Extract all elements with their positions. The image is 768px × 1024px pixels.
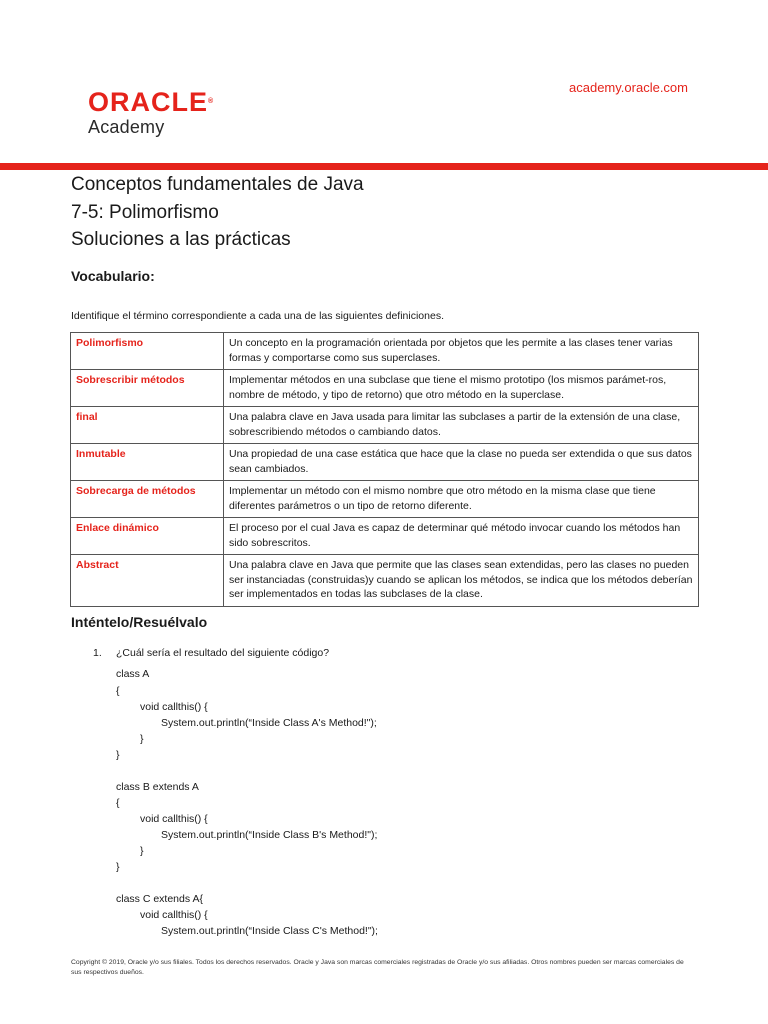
- vocab-term: Sobrescribir métodos: [71, 370, 224, 407]
- copyright-footer: Copyright © 2019, Oracle y/o sus filiales. Todos los derechos reservados. Oracle y Java son marcas comerciales registradas de Oracle y/o sus afiliadas. Otros nombres pueden ser marcas comerciales de sus respectivos dueños.: [71, 959, 684, 976]
- vocab-definition: Implementar un método con el mismo nombre que otro método en la misma clase que tiene diferentes parámetros o un tipo de retorno diferente.: [224, 481, 699, 518]
- code-line: void callthis() {: [140, 701, 208, 713]
- table-row: [71, 555, 699, 607]
- vocab-definition: Implementar métodos en una subclase que tiene el mismo prototipo (los mismos parámet-ros, nombre de método, y tipo de retorno) que otro método en la superclase.: [224, 370, 699, 407]
- vocab-term: Sobrecarga de métodos: [71, 481, 224, 518]
- vocab-definition: Una propiedad de una case estática que hace que la clase no pueda ser extendida o que sus datos sean cambiados.: [224, 444, 699, 481]
- document-title-block: [71, 171, 364, 254]
- oracle-academy-logo: [88, 88, 213, 138]
- header-divider: [0, 163, 768, 170]
- code-line: class B extends A: [116, 781, 199, 793]
- code-line: }: [116, 861, 120, 873]
- vocab-term: Enlace dinámico: [71, 518, 224, 555]
- code-line: }: [140, 845, 144, 857]
- vocab-definition: Una palabra clave en Java que permite que las clases sean extendidas, pero las clases no pueden ser instanciadas (construidas)y cuando se aplican los métodos, se indica que los métodos deberían ser implementados en todas las subclases de la clase.: [224, 555, 699, 607]
- academy-site-link[interactable]: academy.oracle.com: [569, 80, 688, 95]
- vocabulary-instructions: Identifique el término correspondiente a cada una de las siguientes definiciones.: [71, 310, 444, 322]
- practice-heading: Inténtelo/Resuélvalo: [71, 614, 208, 630]
- academy-label: Academy: [88, 117, 165, 137]
- vocab-term: Polimorfismo: [71, 333, 224, 370]
- vocab-definition: Una palabra clave en Java usada para limitar las subclases a partir de la extensión de una clase, sobrescribiendo métodos o cambiando datos.: [224, 407, 699, 444]
- code-line: }: [140, 733, 144, 745]
- code-line: {: [116, 797, 120, 809]
- code-line: {: [116, 685, 120, 697]
- table-row: [71, 481, 699, 518]
- code-line: System.out.println(“Inside Class C's Method!");: [161, 925, 378, 937]
- vocab-term: final: [71, 407, 224, 444]
- lesson-title: 7-5: Polimorfismo: [71, 201, 219, 223]
- table-row: [71, 407, 699, 444]
- code-line: class C extends A{: [116, 893, 203, 905]
- vocab-definition: El proceso por el cual Java es capaz de determinar qué método invocar cuando los métodos han sido sobrescritos.: [224, 518, 699, 555]
- table-row: [71, 518, 699, 555]
- code-line: System.out.println(“Inside Class A's Method!");: [161, 717, 377, 729]
- document-subtitle: Soluciones a las prácticas: [71, 229, 291, 250]
- code-line: void callthis() {: [140, 909, 208, 921]
- code-line: class A: [116, 668, 150, 680]
- table-row: [71, 333, 699, 370]
- vocab-definition: Un concepto en la programación orientada por objetos que les permite a las clases tener varias formas y comportarse como sus superclases.: [224, 333, 699, 370]
- vocabulary-heading: Vocabulario:: [71, 268, 155, 284]
- course-title: Conceptos fundamentales de Java: [71, 174, 364, 195]
- question-number: 1.: [93, 647, 102, 659]
- vocab-term: Abstract: [71, 555, 224, 607]
- vocab-term: Inmutable: [71, 444, 224, 481]
- code-line: void callthis() {: [140, 813, 208, 825]
- table-row: [71, 370, 699, 407]
- vocabulary-table: [70, 332, 699, 607]
- code-line: System.out.println(“Inside Class B's Method!");: [161, 829, 378, 841]
- question-1: [93, 647, 329, 659]
- question-text: ¿Cuál sería el resultado del siguiente código?: [116, 647, 330, 659]
- oracle-wordmark: ORACLE®: [88, 87, 214, 117]
- code-line: }: [116, 749, 120, 761]
- table-row: [71, 444, 699, 481]
